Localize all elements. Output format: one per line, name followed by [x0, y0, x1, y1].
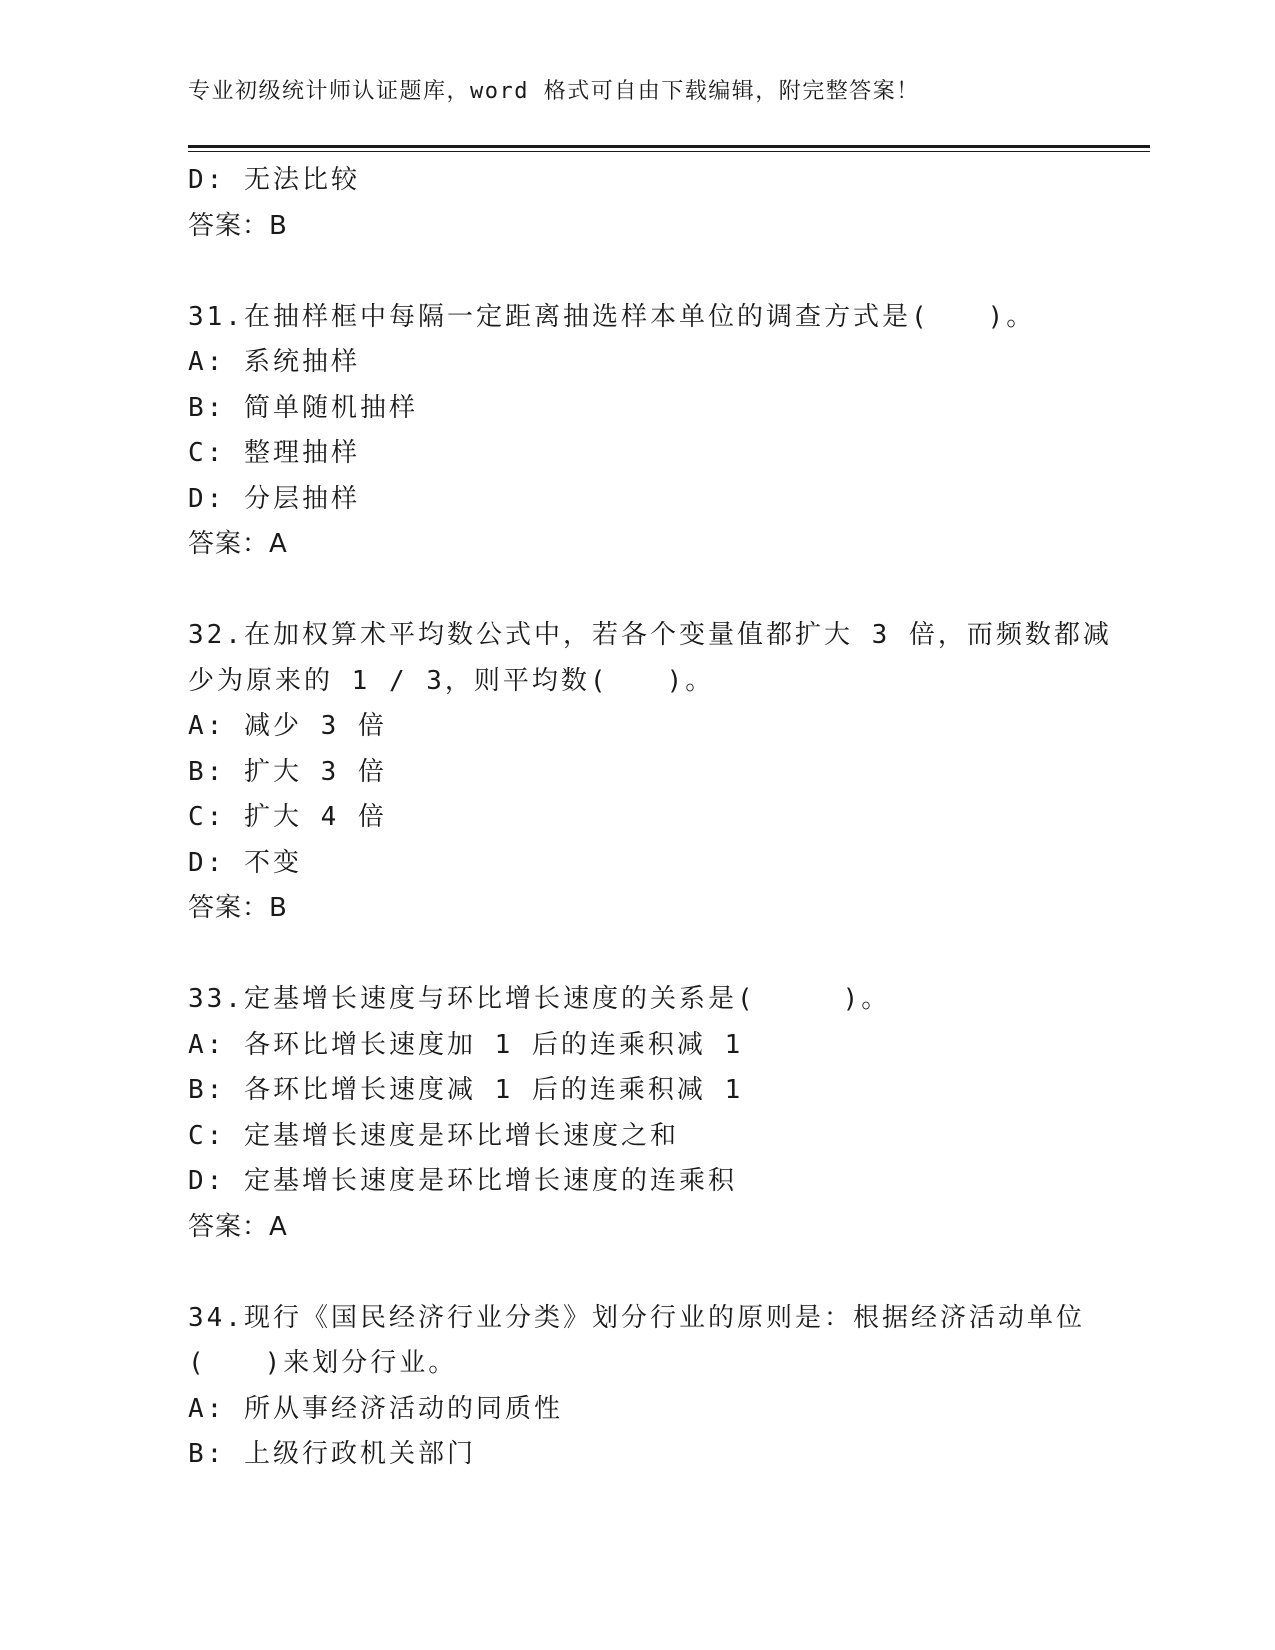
- option-d: D: 不变: [188, 847, 302, 878]
- option-c: C: 整理抽样: [188, 438, 360, 468]
- option-b: B: 各环比增长速度减 1 后的连乘积减 1: [188, 1075, 744, 1105]
- question-stem: 34.现行《国民经济行业分类》划分行业的原则是：根据经济活动单位: [188, 1302, 1085, 1333]
- question-stem: 32.在加权算术平均数公式中，若各个变量值都扩大 3 倍，而频数都减: [188, 620, 1112, 650]
- option-c: C: 定基增长速度是环比增长速度之和: [188, 1120, 679, 1151]
- answer: 答案：B: [188, 893, 288, 923]
- option-d: D: 定基增长速度是环比增长速度的连乘积: [188, 1166, 737, 1196]
- option-a: A: 所从事经济活动的同质性: [188, 1393, 563, 1424]
- answer: 答案：A: [188, 1211, 288, 1242]
- question-34: [188, 1296, 1088, 1478]
- question-31: [188, 295, 1088, 568]
- question-stem: 31.在抽样框中每隔一定距离抽选样本单位的调查方式是( )。: [188, 301, 1036, 332]
- page-header: 专业初级统计师认证题库，word 格式可自由下载编辑，附完整答案！: [188, 79, 920, 104]
- option-a: A: 减少 3 倍: [188, 711, 387, 741]
- question-stem-cont: ( )来划分行业。: [188, 1348, 458, 1378]
- header-rule-thin: [188, 151, 1150, 152]
- question-stem-cont: 少为原来的 1 / 3，则平均数( )。: [188, 665, 715, 696]
- prev-answer: 答案：B: [188, 210, 288, 241]
- option-c: C: 扩大 4 倍: [188, 802, 387, 832]
- question-32: [188, 613, 1112, 932]
- option-b: B: 上级行政机关部门: [188, 1439, 476, 1469]
- option-b: B: 简单随机抽样: [188, 392, 418, 423]
- question-stem: 33.定基增长速度与环比增长速度的关系是( )。: [188, 984, 891, 1014]
- option-a: A: 系统抽样: [188, 347, 360, 377]
- option-a: A: 各环比增长速度加 1 后的连乘积减 1: [188, 1029, 744, 1060]
- question-33: [188, 977, 1088, 1250]
- option-d: D: 分层抽样: [188, 483, 360, 514]
- answer: 答案：A: [188, 529, 288, 559]
- option-b: B: 扩大 3 倍: [188, 756, 387, 787]
- prev-option-d: D: 无法比较: [188, 165, 360, 195]
- question-content: [188, 158, 1112, 1478]
- header-rule-thick: [188, 145, 1150, 148]
